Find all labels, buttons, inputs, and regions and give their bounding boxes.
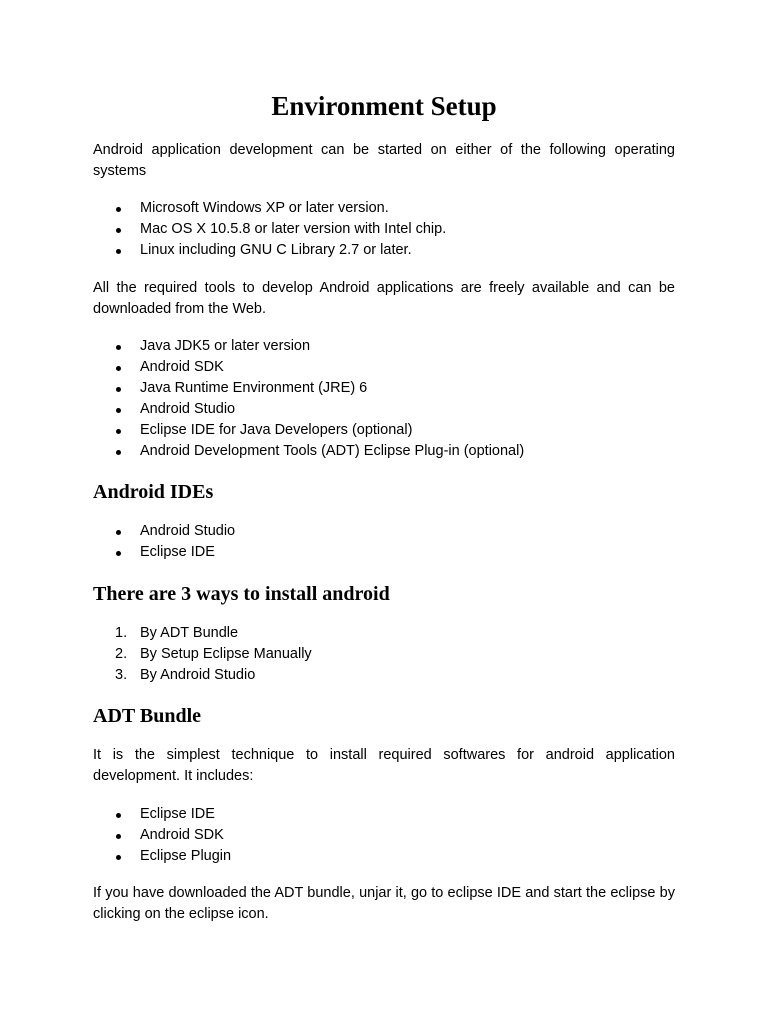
install-list	[93, 623, 675, 686]
list-item: Microsoft Windows XP or later version.	[93, 198, 675, 219]
page-title: Environment Setup	[271, 91, 497, 121]
list-item: Eclipse IDE for Java Developers (optional)	[93, 420, 675, 441]
list-item: Android Development Tools (ADT) Eclipse Plug-in (optional)	[93, 441, 675, 462]
intro-paragraph: Android application development can be started on either of the following operating systems	[93, 142, 675, 179]
list-number: 2.	[115, 646, 128, 662]
list-item: Java Runtime Environment (JRE) 6	[93, 378, 675, 399]
adt-heading: ADT Bundle	[93, 705, 202, 727]
list-item: Java JDK5 or later version	[93, 336, 675, 357]
list-item: Mac OS X 10.5.8 or later version with Intel chip.	[93, 219, 675, 240]
adt-outro-paragraph: If you have downloaded the ADT bundle, unjar it, go to eclipse IDE and start the eclipse by clicking on the eclipse icon.	[93, 885, 675, 922]
install-heading: There are 3 ways to install android	[93, 583, 390, 605]
list-number: 1.	[115, 625, 128, 641]
list-item	[93, 623, 675, 644]
list-text: By Android Studio	[140, 667, 256, 683]
ides-list	[93, 521, 675, 563]
list-item: Linux including GNU C Library 2.7 or later.	[93, 240, 675, 261]
list-item: Eclipse IDE	[93, 804, 675, 825]
list-item	[93, 644, 675, 665]
list-item: Android SDK	[93, 825, 675, 846]
adt-list	[93, 804, 675, 867]
list-text: By ADT Bundle	[140, 625, 239, 641]
tools-list	[93, 336, 675, 462]
ides-heading: Android IDEs	[93, 481, 214, 503]
list-item: Eclipse Plugin	[93, 846, 675, 867]
list-text: By Setup Eclipse Manually	[140, 646, 312, 662]
list-item: Android Studio	[93, 399, 675, 420]
os-list	[93, 198, 675, 261]
list-item: Android SDK	[93, 357, 675, 378]
adt-intro-paragraph: It is the simplest technique to install required softwares for android application development. It includes:	[93, 747, 675, 784]
list-number: 3.	[115, 667, 128, 683]
list-item: Android Studio	[93, 521, 675, 542]
list-item	[93, 665, 675, 686]
tools-intro-paragraph: All the required tools to develop Android applications are freely available and can be downloaded from the Web.	[93, 280, 675, 317]
list-item: Eclipse IDE	[93, 542, 675, 563]
